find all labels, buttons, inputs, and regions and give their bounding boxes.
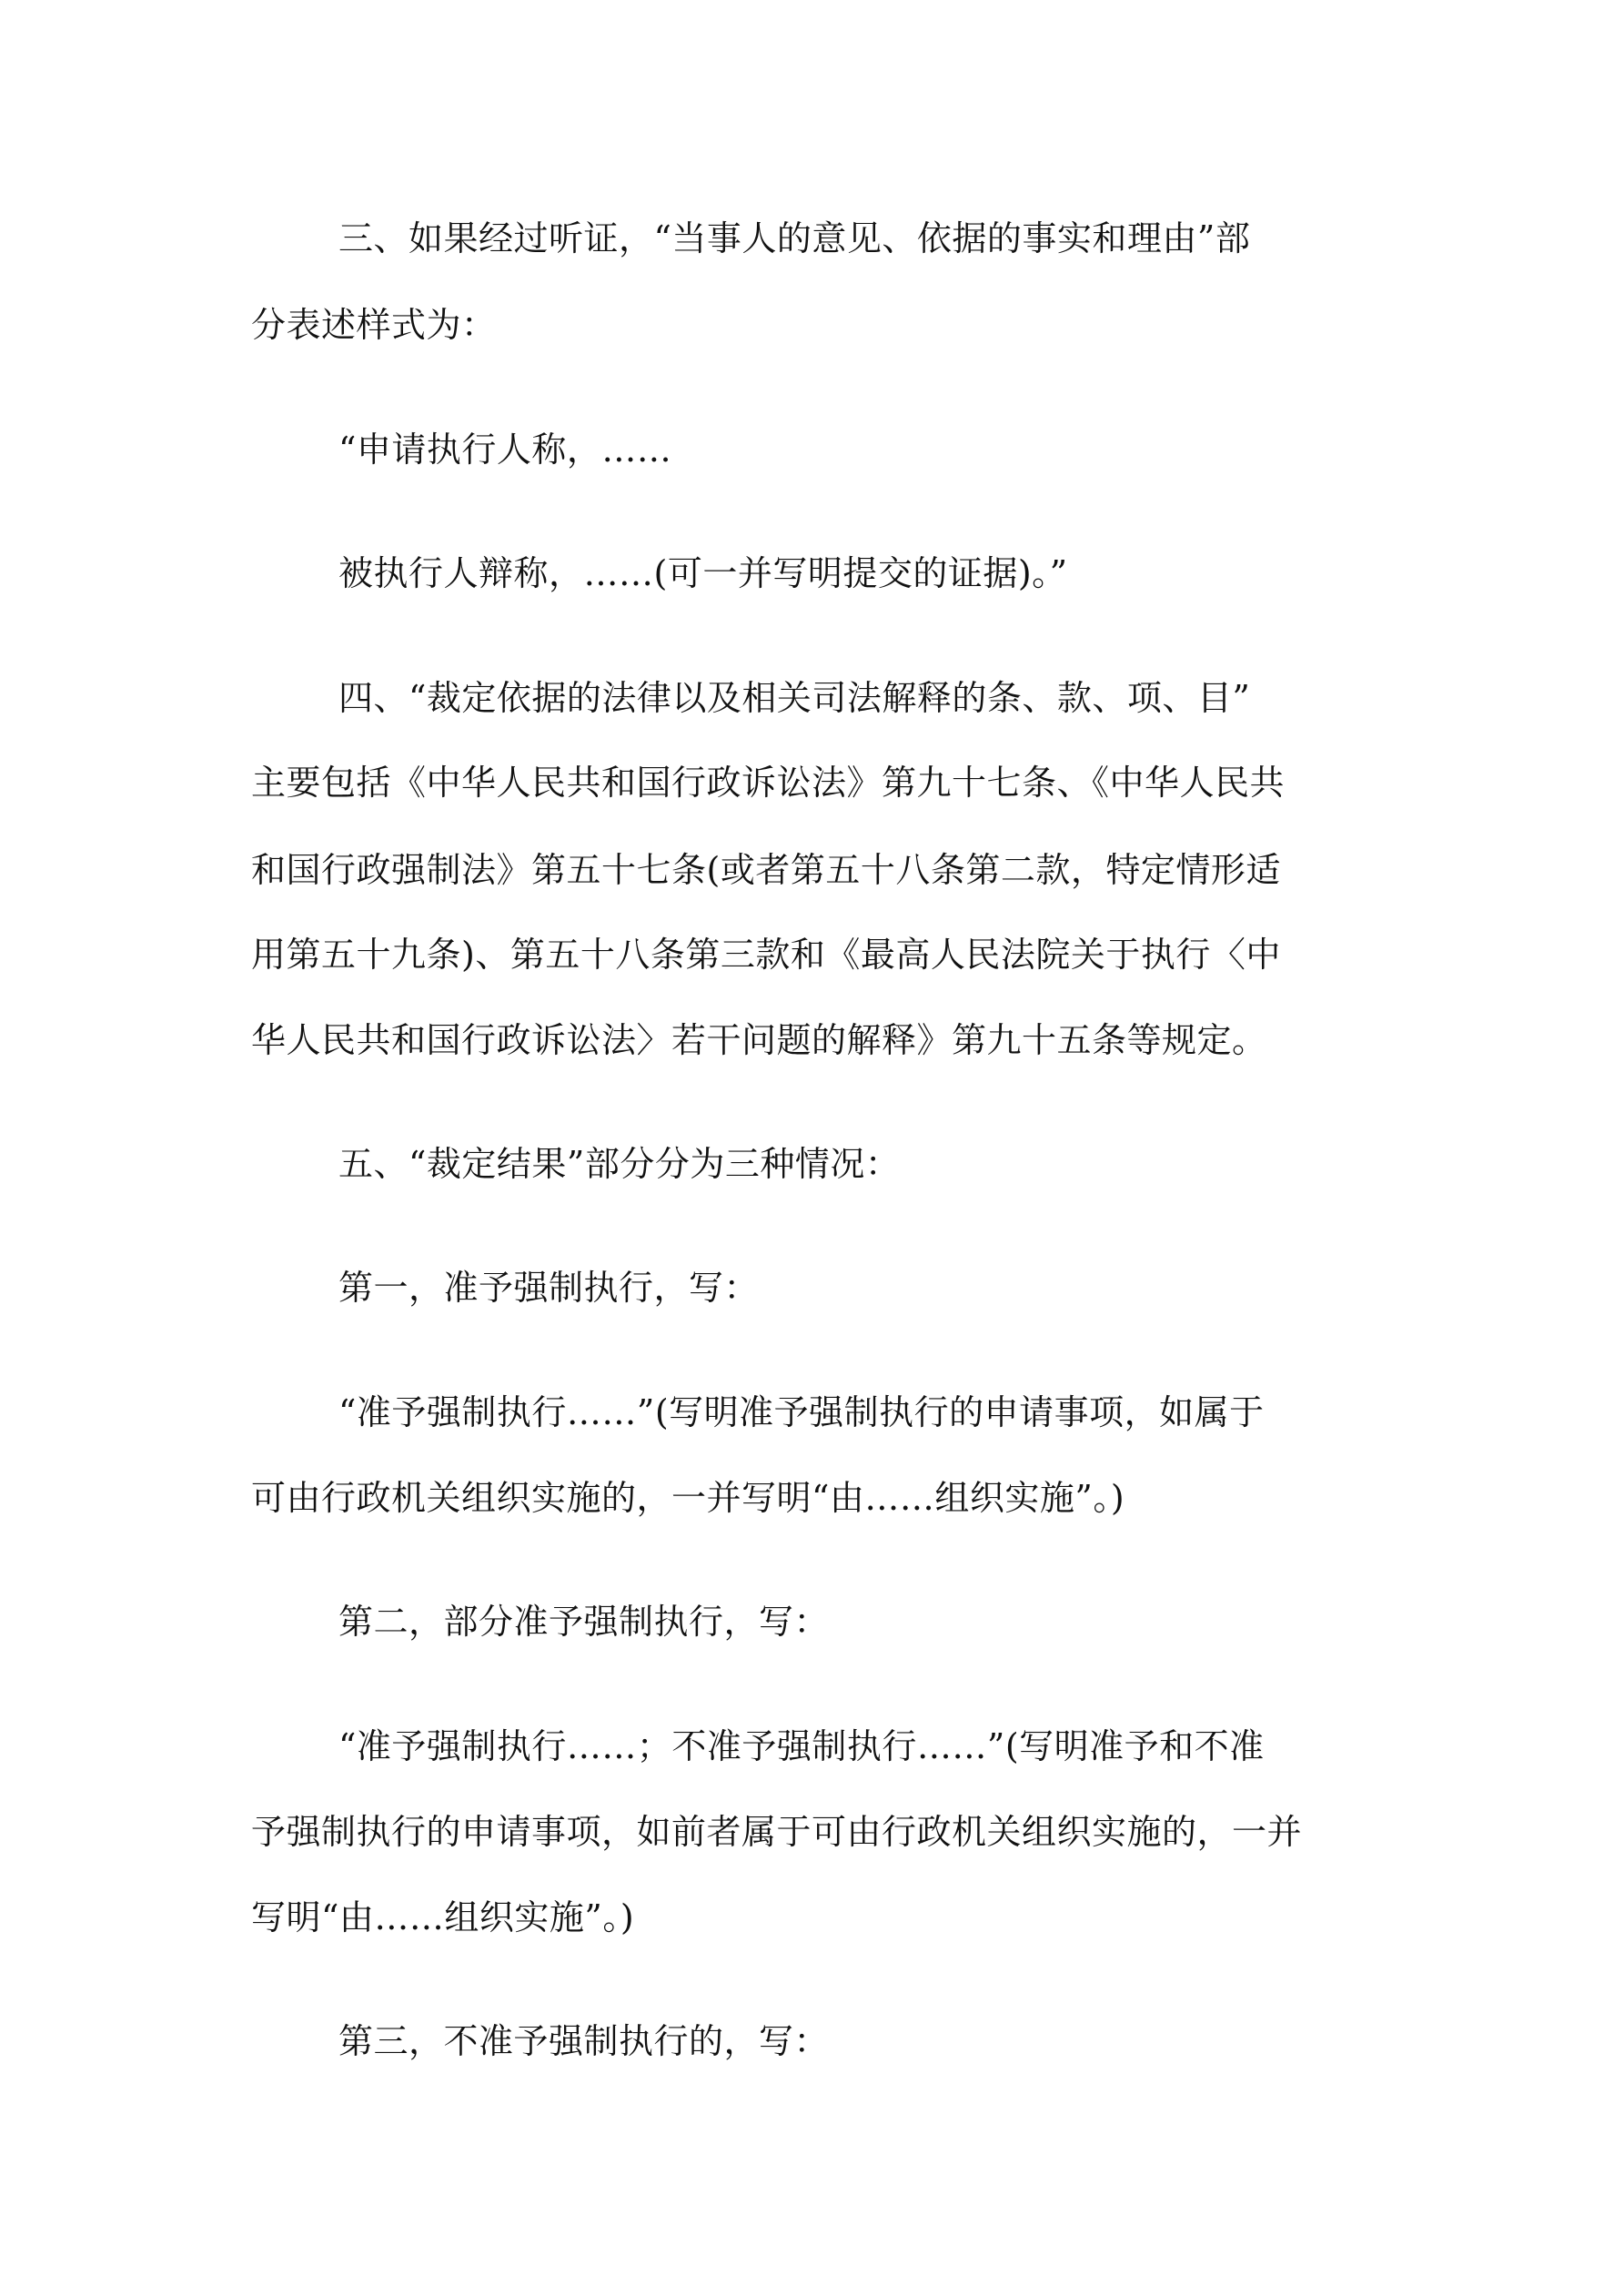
paragraph-item-4-line-3: 和国行政强制法》第五十七条(或者第五十八条第二款，特定情形适 [251, 850, 1281, 890]
paragraph-quote-respondent: 被执行人辩称，……(可一并写明提交的证据)。” [338, 553, 1068, 593]
paragraph-case-1-body-line-2: 可由行政机关组织实施的，一并写明“由……组织实施”。) [251, 1478, 1125, 1518]
paragraph-case-1-heading: 第一，准予强制执行，写： [338, 1268, 760, 1308]
paragraph-item-3-line-1: 三、如果经过听证，“当事人的意见、依据的事实和理由”部 [338, 218, 1251, 258]
paragraph-case-2-body-line-3: 写明“由……组织实施”。) [251, 1897, 635, 1937]
paragraph-item-4-line-5: 华人民共和国行政诉讼法〉若干问题的解释》第九十五条等规定。 [251, 1020, 1267, 1060]
paragraph-quote-applicant: “申请执行人称，…… [338, 430, 672, 470]
paragraph-case-2-body-line-1: “准予强制执行……；不准予强制执行……”(写明准予和不准 [338, 1726, 1265, 1766]
paragraph-case-2-heading: 第二，部分准予强制执行，写： [338, 1602, 830, 1642]
paragraph-item-5: 五、“裁定结果”部分分为三种情况： [338, 1144, 901, 1184]
paragraph-item-4-line-2: 主要包括《中华人民共和国行政诉讼法》第九十七条、《中华人民共 [251, 763, 1286, 803]
paragraph-item-4-line-4: 用第五十九条)、第五十八条第三款和《最高人民法院关于执行〈中 [251, 935, 1281, 975]
paragraph-item-3-line-2: 分表述样式为： [251, 305, 497, 345]
paragraph-case-2-body-line-2: 予强制执行的申请事项，如前者属于可由行政机关组织实施的，一并 [251, 1812, 1303, 1852]
paragraph-item-4-line-1: 四、“裁定依据的法律以及相关司法解释的条、款、项、目” [338, 678, 1251, 718]
paragraph-case-1-body-line-1: “准予强制执行……”(写明准予强制执行的申请事项，如属于 [338, 1392, 1265, 1432]
paragraph-case-3-heading: 第三，不准予强制执行的，写： [338, 2021, 830, 2061]
